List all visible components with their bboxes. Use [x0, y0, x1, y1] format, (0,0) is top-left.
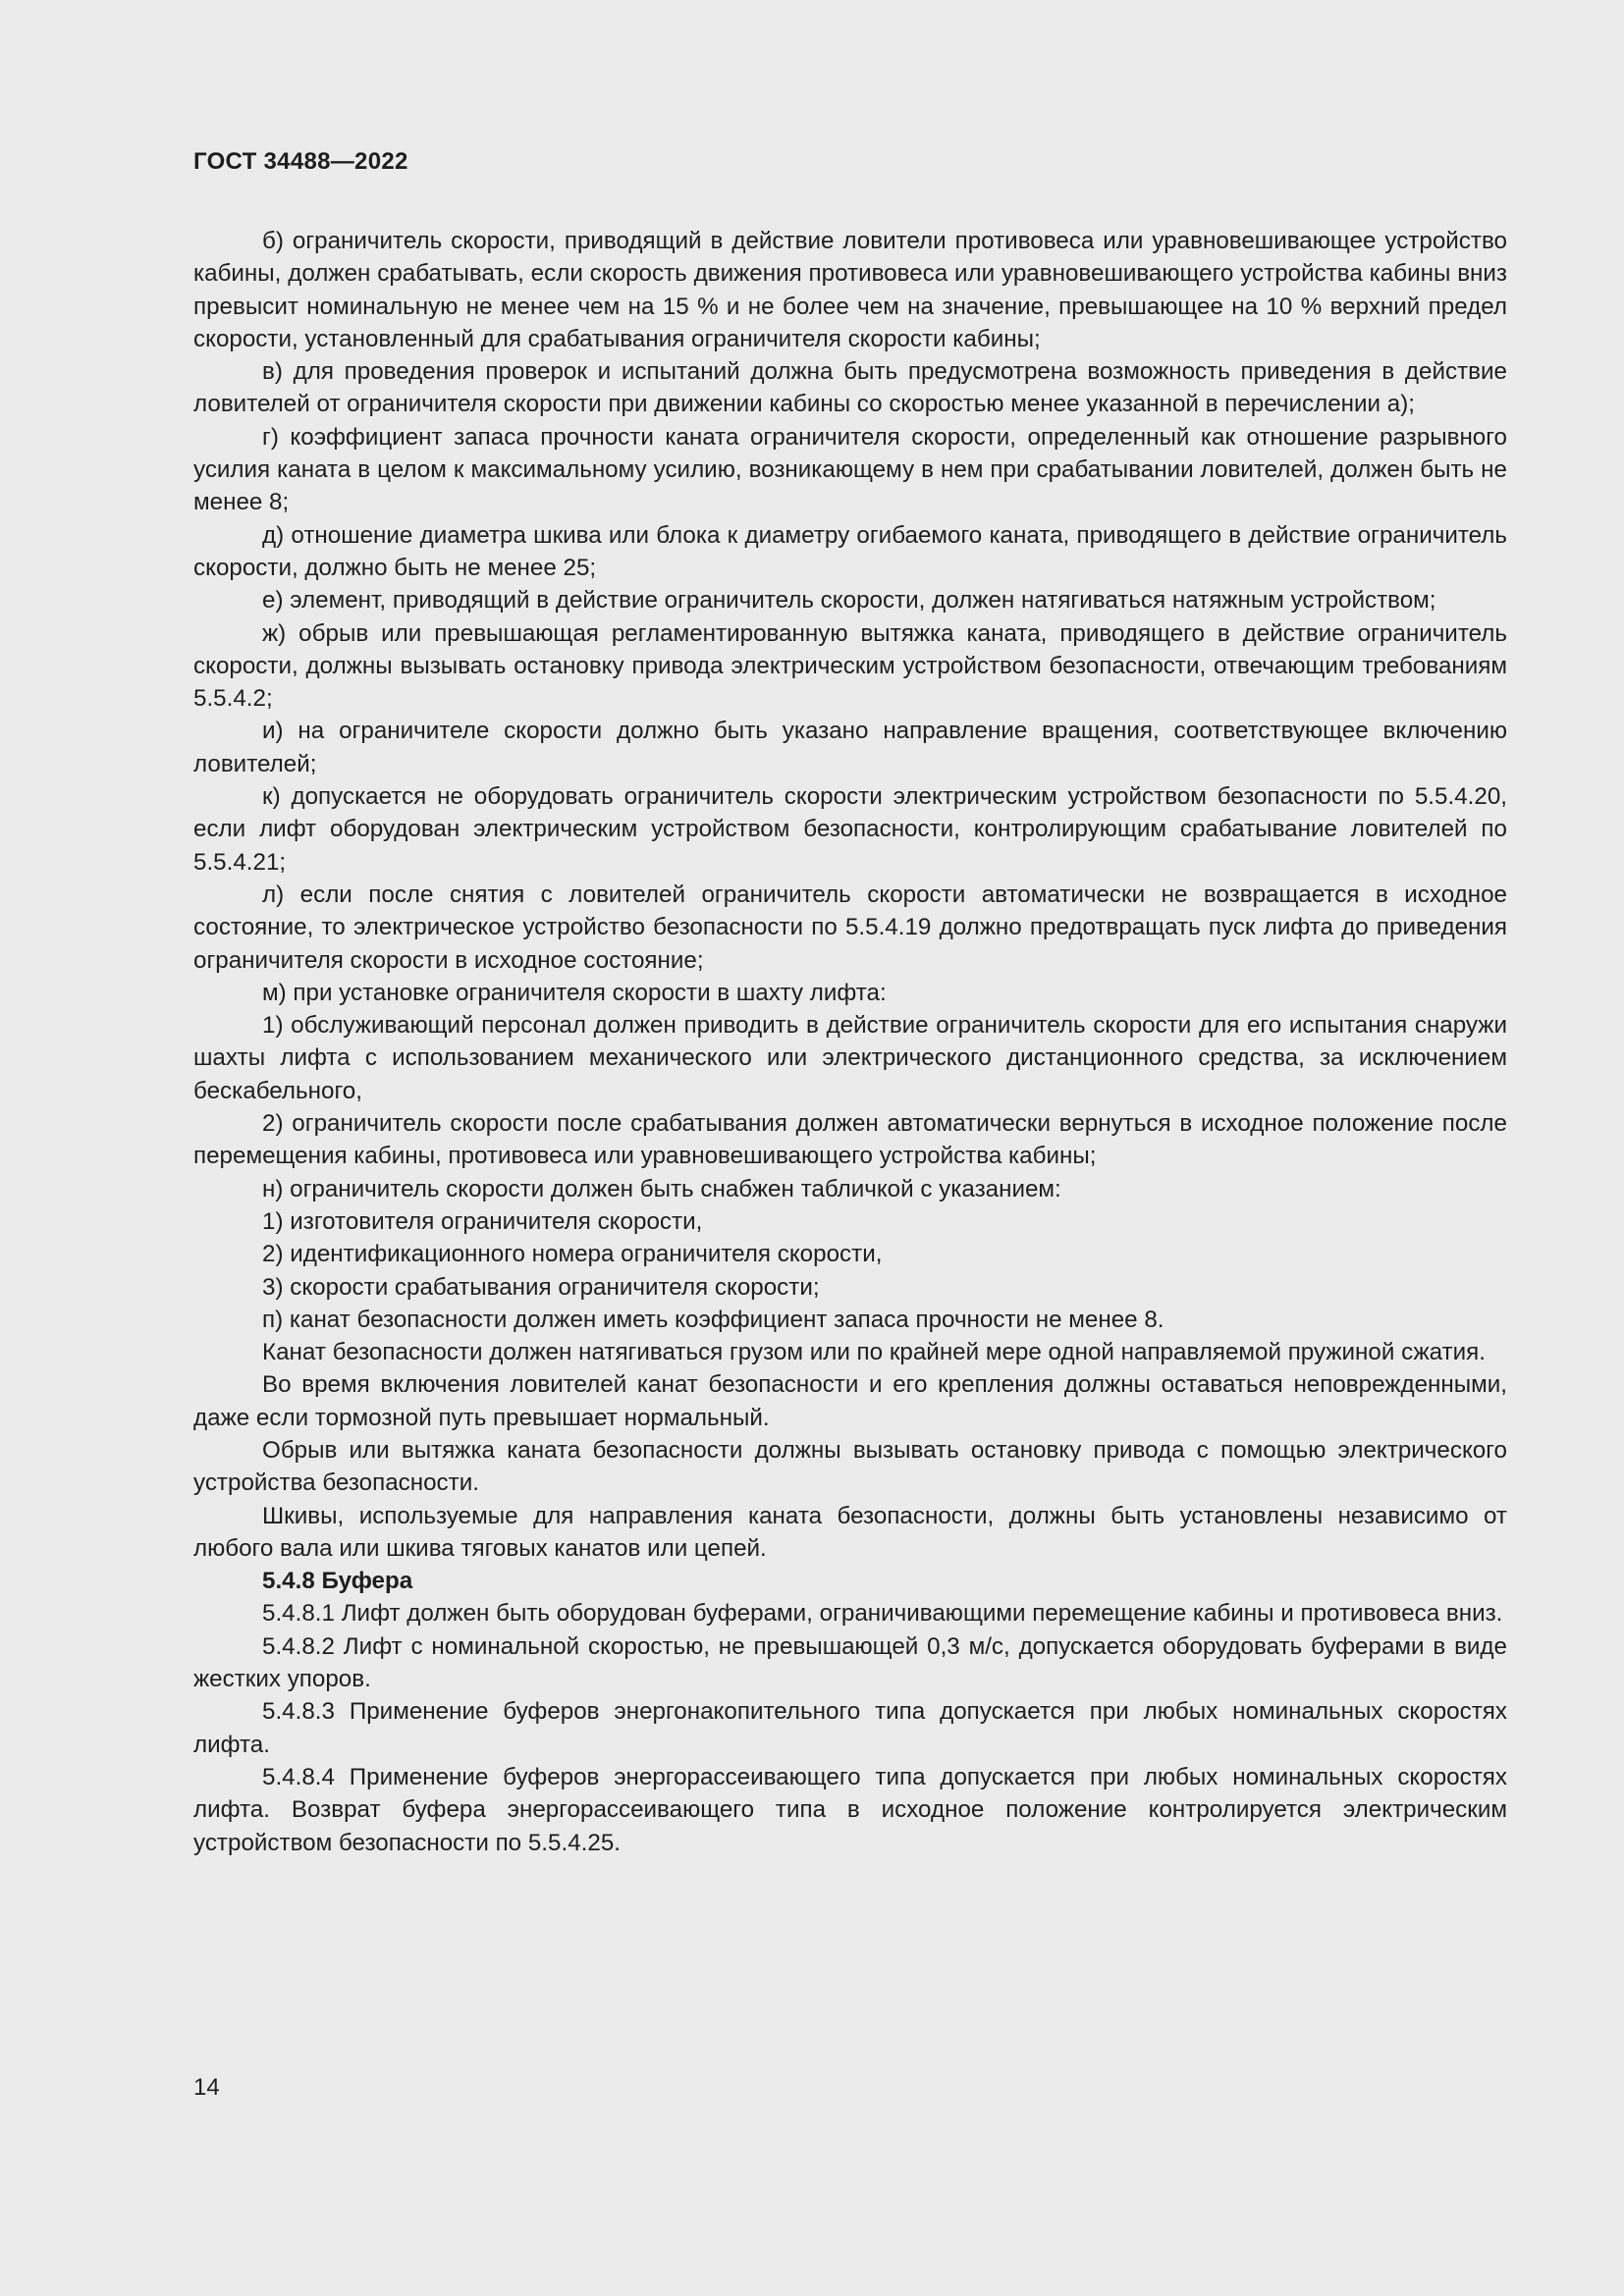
paragraph-safety-rope-break: Обрыв или вытяжка каната безопасности должны вызывать остановку привода с помощью электрического устройства безопасности.: [193, 1436, 1507, 1497]
paragraph-5-4-8-4: 5.4.8.4 Применение буферов энергорассеивающего типа допускается при любых номинальных скоростях лифта. Возврат буфера энергорассеивающего типа в исходное положение контролируется электрическим устройством безопасности по 5.5.4.25.: [193, 1763, 1507, 1856]
section-heading-buffers: 5.4.8 Буфера: [262, 1568, 413, 1595]
paragraph-zh: ж) обрыв или превышающая регламентированную вытяжка каната, приводящего в действие ограничитель скорости, должны вызывать остановку привода электрическим устройством безопасности, отвечающим требованиям 5.5.4.2;: [193, 619, 1507, 713]
paragraph-l: л) если после снятия с ловителей ограничитель скорости автоматически не возвращается в исходное состояние, то электрическое устройство безопасности по 5.5.4.19 должно предотвращать пуск лифта до приведения ограничителя скорости в исходное состояние;: [193, 881, 1507, 974]
paragraph-sheaves: Шкивы, используемые для направления каната безопасности, должны быть установлены независимо от любого вала или шкива тяговых канатов или цепей.: [193, 1502, 1507, 1562]
paragraph-p: п) канат безопасности должен иметь коэффициент запаса прочности не менее 8.: [262, 1306, 1164, 1333]
paragraph-safety-rope-integrity: Во время включения ловителей канат безопасности и его крепления должны оставаться неповрежденными, даже если тормозной путь превышает нормальный.: [193, 1371, 1507, 1431]
paragraph-safety-rope-tension: Канат безопасности должен натягиваться грузом или по крайней мере одной направляемой пружиной сжатия.: [262, 1339, 1486, 1366]
paragraph-n: н) ограничитель скорости должен быть снабжен табличкой с указанием:: [262, 1175, 1061, 1202]
paragraph-n-1: 1) изготовителя ограничителя скорости,: [262, 1207, 703, 1235]
paragraph-v: в) для проведения проверок и испытаний должна быть предусмотрена возможность приведения в действие ловителей от ограничителя скорости при движении кабины со скоростью менее указанной в перечислении а);: [193, 358, 1507, 418]
paragraph-b: б) ограничитель скорости, приводящий в действие ловители противовеса или уравновешивающее устройство кабины, должен срабатывать, если скорость движения противовеса или уравновешивающего устройства кабины вниз превысит номинальную не менее чем на 15 % и не более чем на значение, превышающее на 10 % верхний предел скорости, установленный для срабатывания ограничителя скорости кабины;: [193, 228, 1507, 352]
paragraph-5-4-8-2: 5.4.8.2 Лифт с номинальной скоростью, не превышающей 0,3 м/с, допускается оборудовать буферами в виде жестких упоров.: [193, 1632, 1507, 1693]
paragraph-k: к) допускается не оборудовать ограничитель скорости электрическим устройством безопасности по 5.5.4.20, если лифт оборудован электрическим устройством безопасности, контролирующим срабатывание ловителей по 5.5.4.21;: [193, 783, 1507, 876]
page-number: 14: [193, 2074, 220, 2101]
paragraph-n-2: 2) идентификационного номера ограничителя скорости,: [262, 1241, 883, 1268]
document-header: ГОСТ 34488—2022: [193, 148, 408, 175]
paragraph-d: д) отношение диаметра шкива или блока к диаметру огибаемого каната, приводящего в действие ограничитель скорости, должно быть не менее 25;: [193, 521, 1507, 581]
paragraph-m-2: 2) ограничитель скорости после срабатывания должен автоматически вернуться в исходное положение после перемещения кабины, противовеса или уравновешивающего устройства кабины;: [193, 1110, 1507, 1170]
document-body: [193, 225, 1507, 1859]
paragraph-e: е) элемент, приводящий в действие ограничитель скорости, должен натягиваться натяжным устройством;: [262, 587, 1436, 614]
paragraph-n-3: 3) скорости срабатывания ограничителя скорости;: [262, 1273, 820, 1301]
paragraph-5-4-8-3: 5.4.8.3 Применение буферов энергонакопительного типа допускается при любых номинальных скоростях лифта.: [193, 1698, 1507, 1758]
paragraph-5-4-8-1: 5.4.8.1 Лифт должен быть оборудован буферами, ограничивающими перемещение кабины и противовеса вниз.: [262, 1600, 1503, 1628]
paragraph-m-1: 1) обслуживающий персонал должен приводить в действие ограничитель скорости для его испытания снаружи шахты лифта с использованием механического или электрического дистанционного средства, за исключением бескабельного,: [193, 1012, 1507, 1104]
paragraph-i: и) на ограничителе скорости должно быть указано направление вращения, соответствующее включению ловителей;: [193, 718, 1507, 777]
paragraph-g: г) коэффициент запаса прочности каната ограничителя скорости, определенный как отношение разрывного усилия каната в целом к максимальному усилию, возникающему в нем при срабатывании ловителей, должен быть не менее 8;: [193, 423, 1507, 516]
paragraph-m: м) при установке ограничителя скорости в шахту лифта:: [262, 979, 887, 1006]
